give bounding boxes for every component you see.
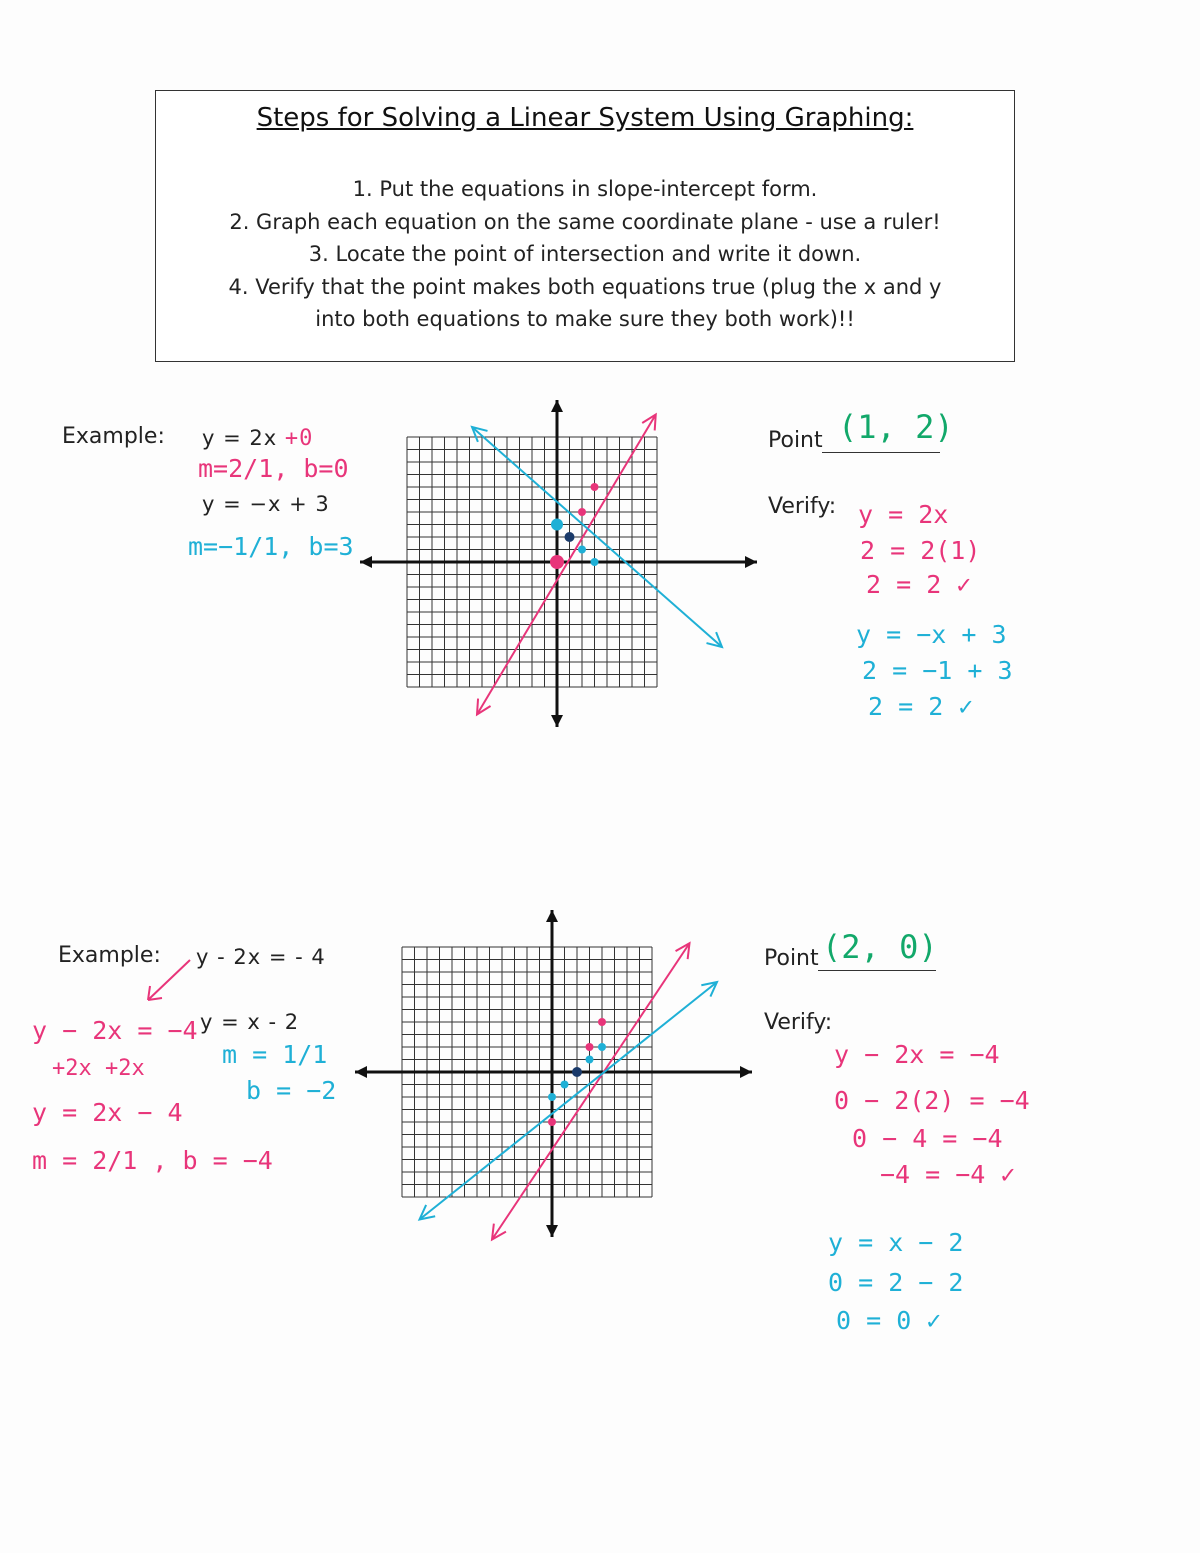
example1-label: Example:: [62, 424, 165, 449]
example1-point-blank: [822, 452, 940, 453]
steps-title: Steps for Solving a Linear System Using Graphing:: [256, 103, 914, 133]
plotted-point: [586, 1056, 594, 1064]
arrow-down-left-icon: [140, 955, 200, 1005]
example1-verify1-line3: 2 = 2 ✓: [866, 570, 972, 599]
step-3: 3. Locate the point of intersection and write it down.: [308, 242, 862, 266]
example2-point-label: Point: [764, 946, 819, 971]
example1-eq1-note: m=2/1, b=0: [198, 454, 349, 483]
steps-box: [155, 90, 1015, 362]
step-1: 1. Put the equations in slope-intercept form.: [352, 177, 818, 201]
example2-verify2-line2: 0 = 2 − 2: [828, 1268, 964, 1297]
axis-arrow-icon: [740, 1066, 752, 1078]
example1-verify1-line1: y = 2x: [858, 500, 949, 529]
axis-arrow-icon: [360, 556, 372, 568]
example1-verify-label: Verify:: [768, 494, 837, 519]
step-4: 4. Verify that the point makes both equations true (plug the x and y: [228, 274, 942, 299]
example1-eq1-added: +0: [284, 426, 314, 451]
axis-arrow-icon: [546, 910, 558, 922]
plotted-point: [591, 558, 599, 566]
example1-eq2-note: m=−1/1, b=3: [188, 532, 354, 561]
example1-eq1-printed: y = 2x: [202, 426, 278, 450]
example1-verify1-line2: 2 = 2(1): [860, 536, 981, 565]
example1-point-value: (1, 2): [838, 408, 954, 446]
step-4-continued: into both equations to make sure they both work)!!: [315, 307, 855, 331]
plotted-point: [548, 1093, 556, 1101]
example2-verify2-line1: y = x − 2: [828, 1228, 964, 1257]
example1-eq1: [202, 426, 313, 451]
example2-eq2: y = x - 2: [200, 1010, 300, 1034]
intercept-point: [550, 555, 564, 569]
example2-verify2-line3: 0 = 0 ✓: [836, 1306, 942, 1335]
example2-work-line3: y = 2x − 4: [32, 1098, 183, 1127]
axis-arrow-icon: [745, 556, 757, 568]
example2-verify-label: Verify:: [764, 1010, 833, 1035]
arrow-head-icon: [477, 699, 491, 715]
example2-eq1: y - 2x = - 4: [196, 945, 326, 969]
example2-work-line2: +2x +2x: [52, 1056, 145, 1081]
example1-verify2-line1: y = −x + 3: [856, 620, 1007, 649]
example2-point-value: (2, 0): [822, 928, 938, 966]
plotted-point: [578, 508, 586, 516]
example2-eq2-intercept: b = −2: [246, 1076, 337, 1105]
axis-arrow-icon: [551, 715, 563, 727]
example1-verify2-line3: 2 = 2 ✓: [868, 692, 974, 721]
example2-verify1-line1: y − 2x = −4: [834, 1040, 1000, 1069]
plotted-point: [598, 1018, 606, 1026]
example2-graph: [350, 905, 760, 1255]
intercept-point: [551, 519, 563, 531]
example2-work-line1: y − 2x = −4: [32, 1016, 198, 1045]
example1-graph: [355, 395, 765, 735]
intercept-point: [572, 1067, 582, 1077]
example2-label: Example:: [58, 943, 161, 968]
arrow-head-icon: [642, 415, 656, 431]
intercept-point: [565, 532, 575, 542]
axis-arrow-icon: [355, 1066, 367, 1078]
example1-eq2: y = −x + 3: [202, 492, 330, 516]
plotted-point: [548, 1118, 556, 1126]
example2-point-blank: [818, 970, 936, 971]
example1-point-label: Point: [768, 428, 823, 453]
example2-verify1-line3: 0 − 4 = −4: [852, 1124, 1003, 1153]
example1-verify2-line2: 2 = −1 + 3: [862, 656, 1013, 685]
plotted-point: [578, 546, 586, 554]
axis-arrow-icon: [546, 1225, 558, 1237]
plotted-point: [591, 483, 599, 491]
axis-arrow-icon: [551, 400, 563, 412]
example2-verify1-line4: −4 = −4 ✓: [880, 1160, 1016, 1189]
example2-verify1-line2: 0 − 2(2) = −4: [834, 1086, 1030, 1115]
line-y-2x-minus-4: [492, 943, 690, 1239]
example2-eq2-slope: m = 1/1: [222, 1040, 328, 1069]
steps-list: [156, 173, 1014, 336]
step-2: 2. Graph each equation on the same coordinate plane - use a ruler!: [229, 209, 941, 234]
example2-work-line4: m = 2/1 , b = −4: [32, 1146, 273, 1175]
plotted-point: [561, 1081, 569, 1089]
plotted-point: [598, 1043, 606, 1051]
plotted-point: [586, 1043, 594, 1051]
